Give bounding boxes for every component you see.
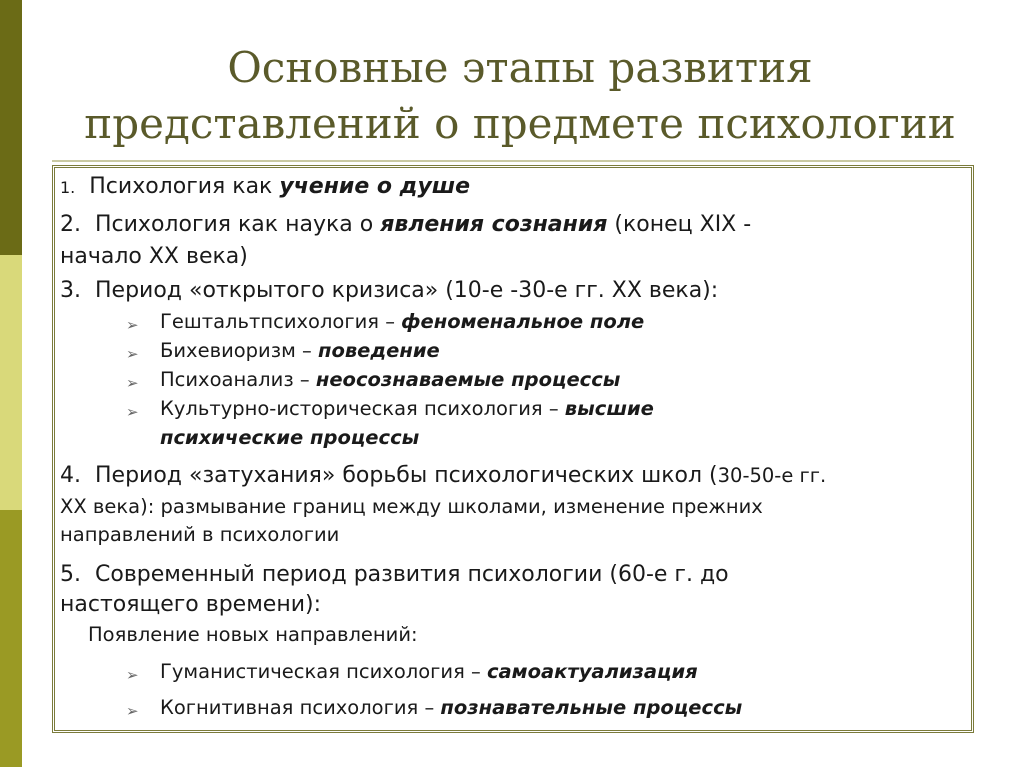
decor-bar-middle: [0, 255, 22, 510]
item-number: 4.: [60, 463, 81, 488]
sub-item-cultural-historical: Культурно-историческая психология – высшие: [160, 397, 654, 420]
item-emphasis: учение о душе: [279, 174, 471, 199]
list-item-4: [60, 463, 826, 488]
item-text: Психология как наука о: [95, 212, 381, 237]
list-item-4-continued-1: XX века): размывание границ между школами, изменение прежних: [60, 495, 763, 518]
item-number: 2.: [60, 212, 81, 237]
list-item-5-intro: Появление новых направлений:: [88, 623, 418, 646]
list-item-3: [60, 278, 718, 303]
decor-bar-top: [0, 0, 22, 255]
item-number: 3.: [60, 278, 81, 303]
arrow-bullet-icon: ➢: [126, 666, 139, 684]
title-line-1: Основные этапы развития: [227, 43, 813, 92]
sub-item-gestalt: Гештальтпсихология – феноменальное поле: [160, 310, 645, 333]
list-item-4-continued-2: направлений в психологии: [60, 523, 340, 546]
item-number: 1.: [60, 178, 76, 197]
list-item-1: [60, 174, 470, 199]
arrow-bullet-icon: ➢: [126, 702, 139, 720]
list-item-2-continued: начало XX века): [60, 244, 248, 269]
sub-item-behaviorism: Бихевиоризм – поведение: [160, 339, 440, 362]
sub-item-cultural-historical-continued: психические процессы: [160, 426, 420, 449]
slide-title: [40, 40, 1000, 152]
item-text-post: (конец XIX -: [607, 212, 752, 237]
sub-item-cognitive: Когнитивная психология – познавательные процессы: [160, 696, 743, 719]
item-number: 5.: [60, 562, 81, 587]
list-item-5: [60, 562, 729, 587]
sub-item-psychoanalysis: Психоанализ – неосознаваемые процессы: [160, 368, 621, 391]
item-text: Период «затухания» борьбы психологических школ (: [95, 463, 718, 488]
arrow-bullet-icon: ➢: [126, 345, 139, 363]
list-item-5-continued: настоящего времени):: [60, 592, 322, 617]
item-text-small: 30-50-е гг.: [717, 464, 827, 487]
item-text: Психология как: [89, 174, 280, 199]
arrow-bullet-icon: ➢: [126, 316, 139, 334]
list-item-2: [60, 212, 751, 237]
title-divider: [52, 160, 960, 162]
title-line-2: представлений о предмете психологии: [84, 99, 956, 148]
sub-item-humanistic: Гуманистическая психология – самоактуализация: [160, 660, 698, 683]
decor-bar-bottom: [0, 510, 22, 767]
arrow-bullet-icon: ➢: [126, 374, 139, 392]
item-emphasis: явления сознания: [380, 212, 608, 237]
arrow-bullet-icon: ➢: [126, 403, 139, 421]
item-text: Современный период развития психологии (60-е г. до: [95, 562, 729, 587]
item-text: Период «открытого кризиса» (10-е -30-е гг. XX века):: [95, 278, 719, 303]
